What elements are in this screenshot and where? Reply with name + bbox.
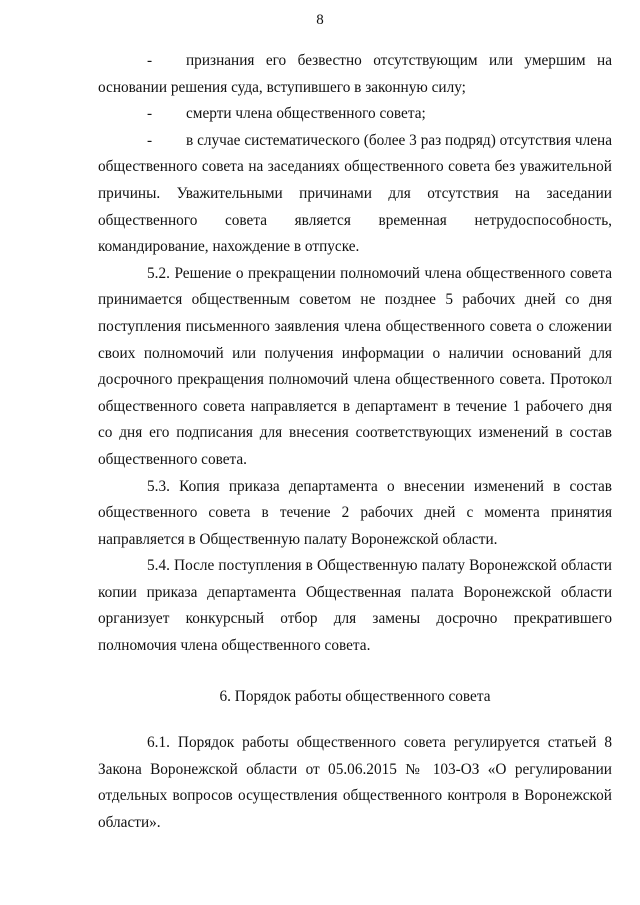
paragraph-5-4 [98, 553, 612, 659]
page-number: 8 [316, 12, 324, 28]
list-marker: - [147, 105, 153, 123]
paragraph-5-2 [98, 261, 612, 474]
paragraph-number: 5.4. [147, 557, 170, 575]
paragraph-6-1 [98, 730, 612, 836]
paragraph-number: 5.2. [147, 264, 170, 282]
paragraph-text: После поступления в Общественную палату Воронежской области копии приказа департамента Общественная палата Воронежской области организует конкурсный отбор для замены досрочно прекратившего полномочия члена общественного совета. [98, 557, 612, 655]
paragraph-text: Копия приказа департамента о внесении изменений в состав общественного совета в течение 2 рабочих дней с момента принятия направляется в Общественную палату Воронежской области. [98, 477, 612, 548]
list-item [98, 101, 612, 128]
paragraph-text: Решение о прекращении полномочий члена общественного совета принимается общественным советом не позднее 5 рабочих дней со дня поступления письменного заявления члена общественного совета о сложении своих полномочий или получения информации о наличии оснований для досрочного прекращения полномочий члена общественного совета. Протокол общественного совета направляется в департамент в течение 1 рабочего дня со дня его подписания для внесения соответствующих изменений в состав общественного совета. [98, 264, 612, 468]
list-marker: - [147, 131, 153, 149]
list-item-text: смерти члена общественного совета; [186, 105, 426, 123]
list-item [98, 128, 612, 261]
list-marker: - [147, 52, 153, 69]
paragraph-5-3 [98, 474, 612, 554]
paragraph-number: 5.3. [147, 477, 170, 495]
paragraph-number: 6.1. [147, 734, 170, 752]
list-item-text: признания его безвестно отсутствующим или умершим на основании решения суда, вступившего в законную силу; [98, 52, 612, 96]
list-item [98, 48, 612, 101]
list-item-text: в случае систематического (более 3 раз подряд) отсутствия члена общественного совета на заседаниях общественного совета без уважительной причины. Уважительными причинами для отсутствия на заседании общественного совета является временная нетрудоспособность, командирование, нахождение в отпуске. [98, 131, 612, 256]
document-body [98, 48, 612, 837]
section-heading: 6. Порядок работы общественного совета [219, 687, 491, 705]
paragraph-text: Порядок работы общественного совета регулируется статьей 8 Закона Воронежской области от 05.06.2015 № 103-ОЗ «О регулировании отдельных вопросов осуществления общественного контроля в Воронежской области». [98, 734, 612, 832]
